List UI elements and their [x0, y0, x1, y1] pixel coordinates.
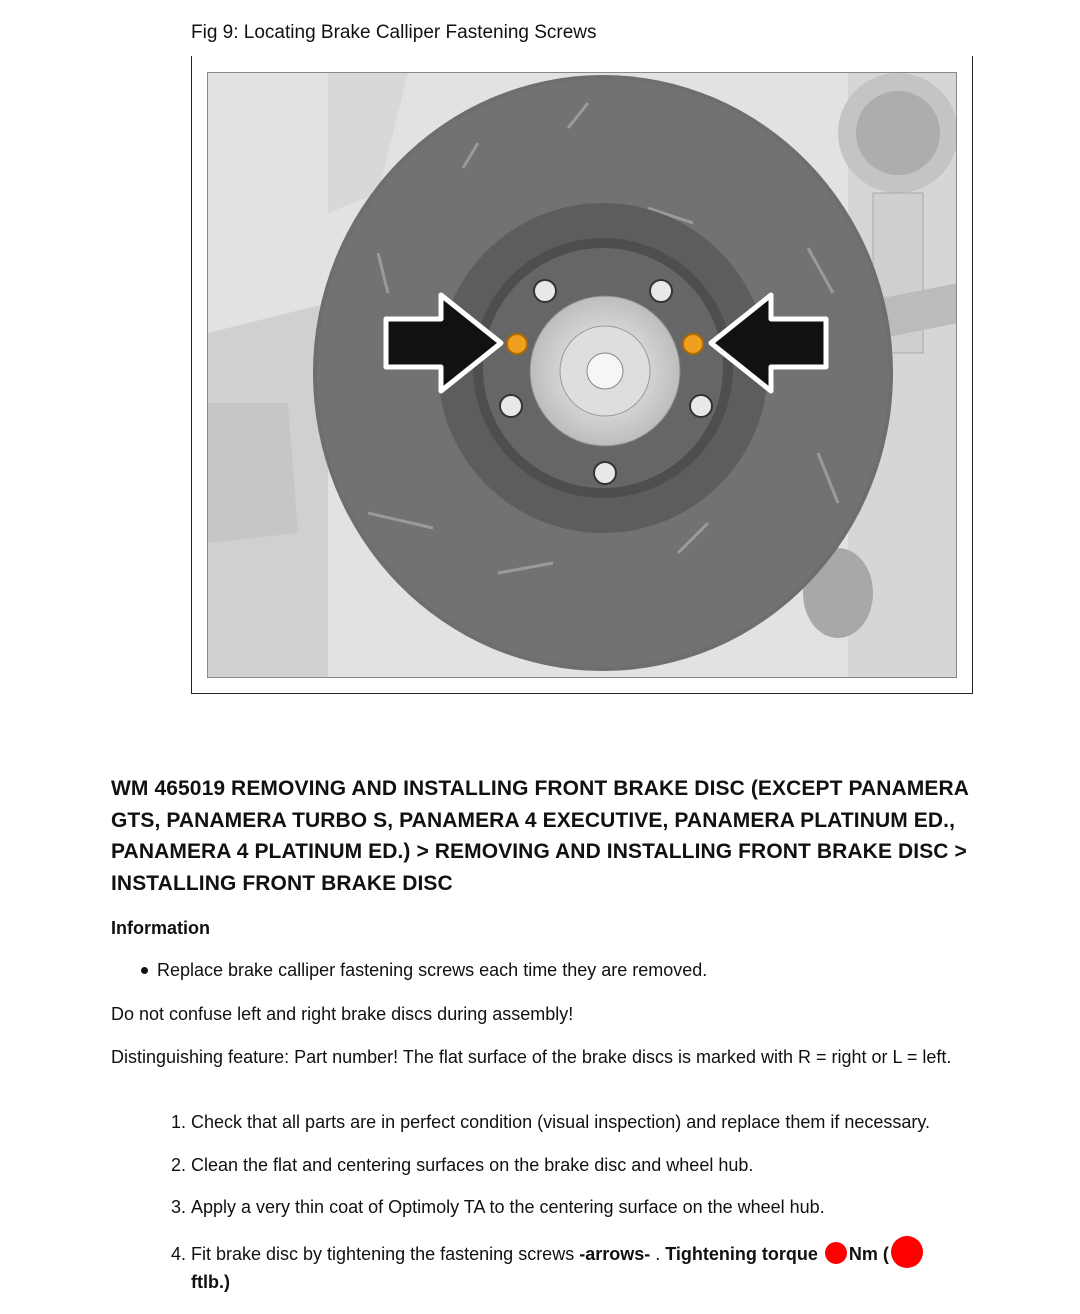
step-item: [171, 1239, 971, 1294]
step-number: 1.: [171, 1112, 187, 1132]
distinguishing-feature: Distinguishing feature: Part number! The flat surface of the brake discs is marked with R = right or L = left.: [111, 1047, 952, 1067]
torque-unit-nm: Nm (: [848, 1243, 889, 1264]
step-item: [171, 1111, 971, 1134]
step-text: Apply a very thin coat of Optimoly TA to the centering surface on the wheel hub.: [191, 1197, 825, 1217]
redaction-dot-icon: [825, 1242, 847, 1264]
step-number: 2.: [171, 1155, 187, 1175]
bullet-text: Replace brake calliper fastening screws each time they are removed.: [157, 960, 708, 980]
torque-unit-ftlb: ftlb.): [191, 1272, 230, 1292]
figure-caption: Fig 9: Locating Brake Calliper Fastening Screws: [191, 22, 597, 43]
step-number: 4.: [171, 1243, 187, 1264]
assembly-warning: Do not confuse left and right brake discs during assembly!: [111, 1004, 574, 1024]
section-heading: WM 465019 REMOVING AND INSTALLING FRONT BRAKE DISC (EXCEPT PANAMERA GTS, PANAMERA TURBO S, PANAMERA 4 EXECUTIVE, PANAMERA PLATINUM ED., PANAMERA 4 PLATINUM ED.) > REMOVING AND INSTALLING FRONT BRAKE DISC > INSTALLING FRONT BRAKE DISC: [111, 777, 969, 895]
step-text: Clean the flat and centering surfaces on the brake disc and wheel hub.: [191, 1155, 754, 1175]
step-text: Check that all parts are in perfect condition (visual inspection) and replace them if necessary.: [191, 1112, 931, 1132]
step-text-separator: .: [650, 1243, 666, 1264]
step-item: [171, 1196, 971, 1219]
brake-disc-drawing: [208, 73, 957, 678]
redaction-dot-icon: [891, 1236, 923, 1268]
information-label: Information: [111, 918, 210, 938]
brake-disc-illustration: [207, 72, 957, 678]
step-number: 3.: [171, 1197, 187, 1217]
arrows-reference: -arrows-: [579, 1243, 651, 1264]
torque-label: Tightening torque: [665, 1243, 818, 1264]
step-text: Fit brake disc by tightening the fastening screws: [191, 1243, 580, 1264]
bullet-icon: [141, 967, 148, 974]
information-bullet: [141, 960, 707, 981]
step-item: [171, 1154, 971, 1177]
